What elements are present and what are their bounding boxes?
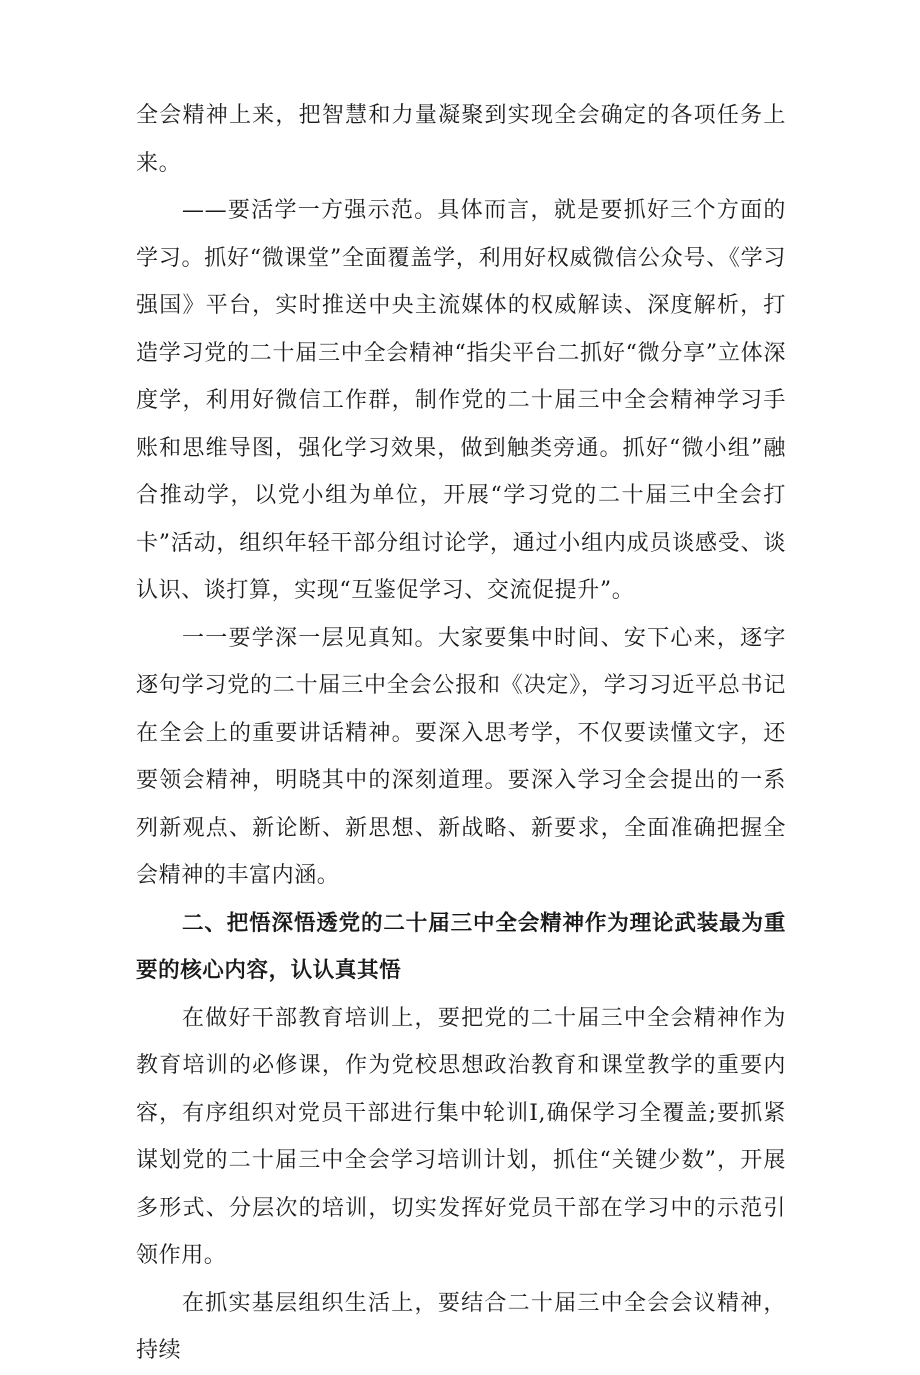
paragraph-study-flexibly: ——要活学一方强示范。具体而言，就是要抓好三个方面的学习。抓好“微课堂”全面覆盖学，利用好权威微信公众号、《学习强国》平台，实时推送中央主流媒体的权威解读、深度解析，打造学习党的二十届三中全会精神“指尖平台二抓好“微分享”立体深度学，利用好微信工作群，制作党的二十届三中全会精神学习手账和思维导图，强化学习效果，做到触类旁通。抓好“微小组”融合推动学，以党小组为单位，开展“学习党的二十届三中全会打卡”活动，组织年轻干部分组讨论学，通过小组内成员谈感受、谈认识、谈打算，实现“互鉴促学习、交流促提升”。 bbox=[136, 198, 786, 603]
paragraph-grassroots-life: 在抓实基层组织生活上，要结合二十届三中全会会议精神，持续 bbox=[136, 1290, 786, 1363]
paragraph-cadre-training: 在做好干部教育培训上，要把党的二十届三中全会精神作为教育培训的必修课，作为党校思想政治教育和课堂教学的重要内容，有序组织对党员干部进行集中轮训I,确保学习全覆盖;要抓紧谋划党的二十届三中全会学习培训计划，抓住“关键少数”，开展多形式、分层次的培训，切实发挥好党员干部在学习中的示范引领作用。 bbox=[136, 1005, 786, 1268]
paragraph-study-deeply: 一一要学深一层见真知。大家要集中时间、安下心来，逐字逐句学习党的二十届三中全会公报和《决定》，学习习近平总书记在全会上的重要讲话精神。要深入思考学，不仅要读懂文字，还要领会精神，明晓其中的深刻道理。要深入学习全会提出的一系列新观点、新论断、新思想、新战略、新要求，全面准确把握全会精神的丰富内涵。 bbox=[136, 625, 786, 888]
document-body bbox=[136, 92, 786, 1375]
section-heading: 二、把悟深悟透党的二十届三中全会精神作为理论武装最为重要的核心内容，认认真其悟 bbox=[136, 910, 786, 983]
paragraph-continuation: 全会精神上来，把智慧和力量凝聚到实现全会确定的各项任务上来。 bbox=[136, 103, 786, 176]
